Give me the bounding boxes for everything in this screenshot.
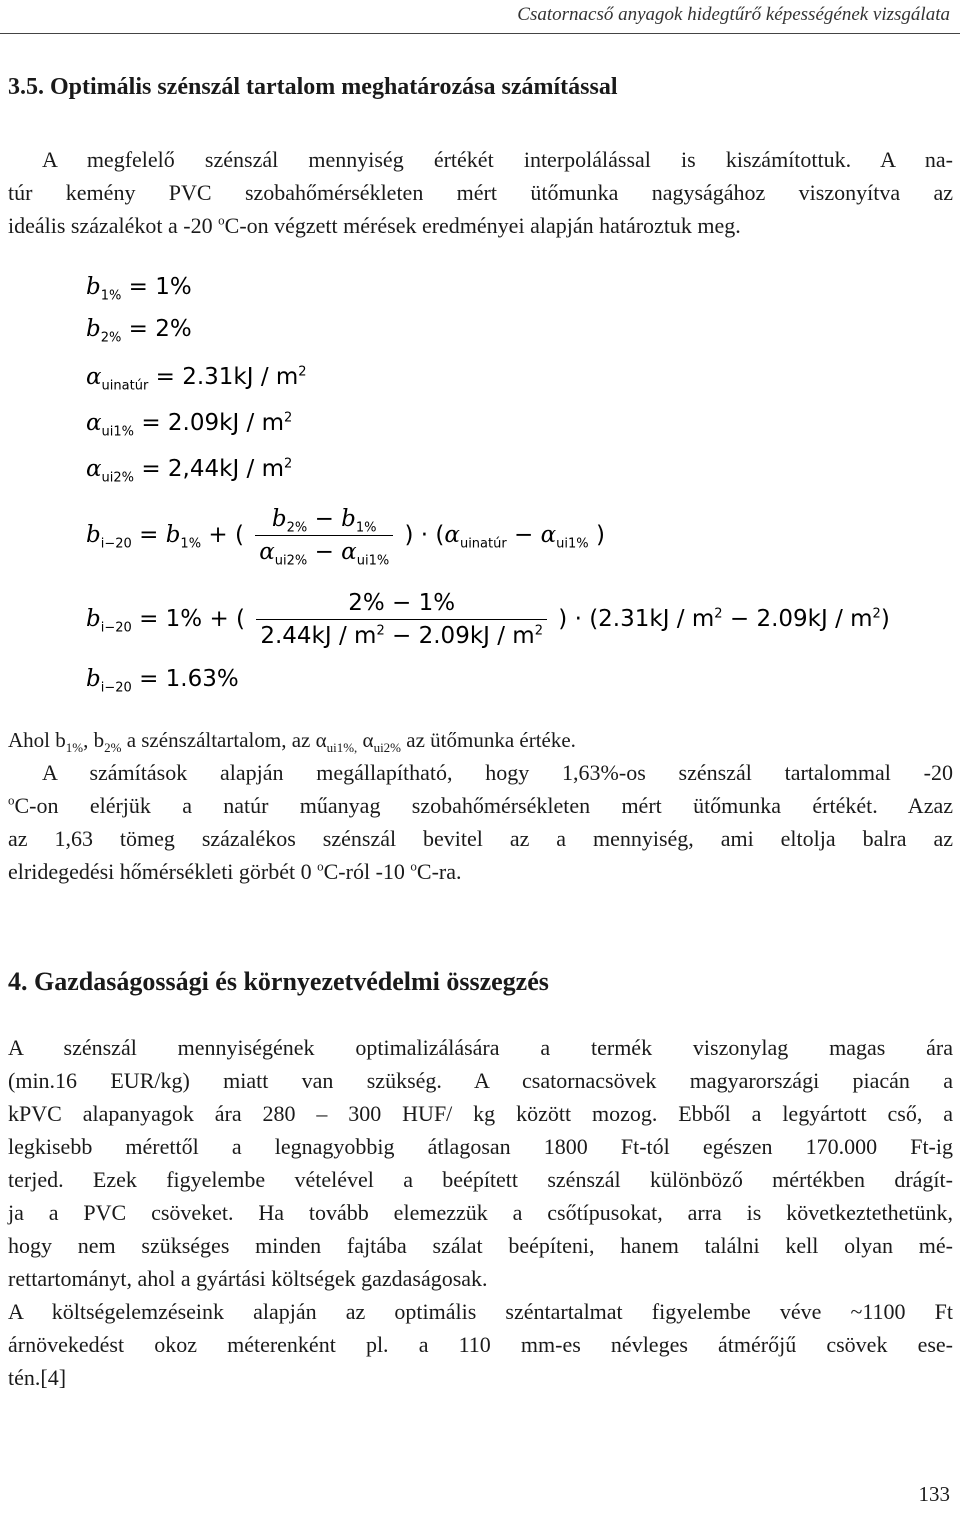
- econ-line-3: kPVC alapanyagok ára 280 – 300 HUF/ kg között mozog. Ebből a legyártott cső, a: [8, 1101, 953, 1126]
- result-line-4: elridegedési hőmérsékleti görbét 0 $^o$C-ról -10 $^o$C-ra.: [8, 858, 462, 884]
- intro-paragraph: [8, 143, 953, 242]
- page-number: 133: [918, 1482, 950, 1506]
- econ-line-8: rettartományt, ahol a gyártási költségek gazdaságosak.: [8, 1266, 488, 1291]
- formula-block: [86, 268, 890, 703]
- econ-line-6: ja a PVC csöveket. Ha tovább elemezzük a csőtípusokat, arra is következtethetünk,: [8, 1200, 953, 1225]
- econ-line-11: tén.[4]: [8, 1365, 67, 1390]
- formula-b2: $b_{2\%} = 2\%$: [86, 316, 192, 346]
- econ-line-10: árnövekedést okoz méterenként pl. a 110 mm-es névleges átmérőjű csövek ese-: [8, 1332, 953, 1357]
- economics-paragraph: [8, 1031, 953, 1394]
- econ-line-7: hogy nem szükséges minden fajtába szálat beépíteni, hanem találni kell olyan mé-: [8, 1233, 953, 1258]
- formula-substituted: $b_{i-20} = 1\%$ + ( $\frac{2\% - 1\%}{2.44kJ / m^2 - 2.09kJ / m^2}$ ) · $(2.31kJ / m^2 - 2.09kJ / m^2)$: [86, 590, 890, 649]
- formula-general: $b_{i-20} = b_{1\%}$ + ( $\frac{b_{2\%} - b_{1\%}}{\alpha_{ui2\%} - \alpha_{ui1\%}}$ ) · ($\alpha_{uinatúr} - \alpha_{ui1\%}$ ): [86, 506, 605, 569]
- formula-alpha-1: $\alpha_{ui1\%} = 2.09kJ / m^2$: [86, 410, 293, 440]
- running-header: Csatornacső anyagok hidegtűrő képességének vizsgálata: [517, 4, 950, 25]
- intro-line-1: A megfelelő szénszál mennyiség értékét interpolálással is kiszámítottuk. A na-: [42, 147, 953, 172]
- result-line-2: $^o$C-on elérjük a natúr műanyag szobahőmérsékleten mért ütőmunka értékét. Azaz: [8, 792, 953, 818]
- section-3-5-title: 3.5. Optimális szénszál tartalom meghatározása számítással: [8, 74, 618, 100]
- econ-line-4: legkisebb mérettől a legnagyobbig átlagosan 1800 Ft-tól egészen 170.000 Ft-ig: [8, 1134, 953, 1159]
- header-divider: [0, 33, 960, 34]
- econ-line-1: A szénszál mennyiségének optimalizálására a termék viszonylag magas ára: [8, 1035, 953, 1060]
- econ-line-9: A költségelemzéseink alapján az optimális széntartalmat figyelembe véve ~1100 Ft: [8, 1299, 953, 1324]
- econ-line-2: (min.16 EUR/kg) miatt van szükség. A csatornacsövek magyarországi piacán a: [8, 1068, 953, 1093]
- result-paragraph: [8, 756, 953, 888]
- formula-b1: $b_{1\%} = 1\%$: [86, 274, 192, 304]
- formula-result: $b_{i-20} = 1.63\%$: [86, 666, 239, 696]
- section-4-title: 4. Gazdaságossági és környezetvédelmi összegzés: [8, 967, 549, 996]
- result-line-3: az 1,63 tömeg százalékos szénszál bevitel az a mennyiség, ami eltolja balra az: [8, 826, 953, 851]
- formula-alpha-2: $\alpha_{ui2\%} = 2,44kJ / m^2$: [86, 456, 293, 486]
- result-line-1: A számítások alapján megállapítható, hogy 1,63%-os szénszál tartalommal -20: [42, 760, 953, 785]
- intro-line-2: túr kemény PVC szobahőmérsékleten mért ütőmunka nagyságához viszonyítva az: [8, 180, 953, 205]
- formula-alpha-natur: $\alpha_{uinatúr} = 2.31kJ / m^2$: [86, 364, 307, 394]
- legend-line: Ahol $b_{1\%}$, $b_{2\%}$ a szénszáltartalom, az $\alpha_{ui1\%,}$ $\alpha_{ui2\%}$ az ütőmunka értéke.: [8, 728, 576, 756]
- intro-line-3: ideális százalékot a -20 $^o$C-on végzett mérések eredményei alapján határoztuk meg.: [8, 212, 741, 238]
- econ-line-5: terjed. Ezek figyelembe vételével a beépített szénszál különböző mértékben drágít-: [8, 1167, 953, 1192]
